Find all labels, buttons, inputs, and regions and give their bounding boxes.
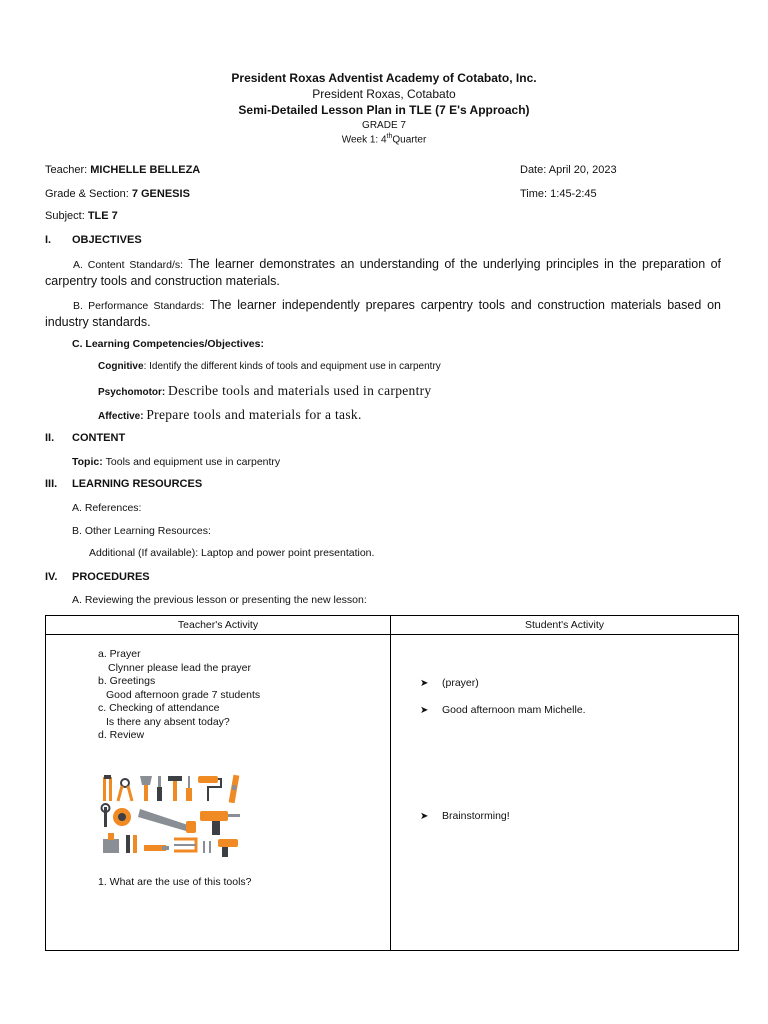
box-cutter-icon (144, 845, 169, 851)
hacksaw-icon (174, 839, 196, 851)
school-location: President Roxas, Cotabato (312, 87, 456, 101)
drill-icon (200, 811, 240, 835)
content-heading: CONTENT (72, 432, 126, 444)
glue-gun-icon (218, 839, 238, 857)
affective-label: Affective: (98, 411, 147, 422)
cognitive-line (98, 361, 441, 372)
week-quarter (0, 133, 768, 145)
cutters-icon (118, 779, 132, 801)
plan-title: Semi-Detailed Lesson Plan in TLE (7 E's Approach) (238, 103, 530, 117)
cognitive-label: Cognitive (98, 361, 144, 372)
time-line: Time: 1:45-2:45 (520, 188, 597, 200)
procedures-number: IV. (45, 571, 58, 583)
list-item: Good afternoon grade 7 students (106, 688, 261, 701)
list-item: c. Checking of attendance (98, 702, 220, 714)
resources-heading: LEARNING RESOURCES (72, 478, 203, 490)
screws-icon (203, 841, 211, 853)
list-item: d. Review (98, 729, 145, 741)
list-item: b. Greetings (98, 675, 156, 687)
arrow-bullet-icon: ➤ (420, 811, 429, 822)
additional-resources-line: Additional (If available): Laptop and power point presentation. (89, 547, 375, 559)
review-question: 1. What are the use of this tools? (98, 876, 252, 888)
list-item (420, 810, 510, 824)
teacher-label: Teacher: (45, 164, 91, 176)
arrow-bullet-icon: ➤ (420, 678, 429, 689)
scraper-icon (140, 776, 152, 801)
procedures-heading: PROCEDURES (72, 571, 150, 583)
student-item-text: Good afternoon mam Michelle. (442, 704, 586, 716)
paint-roller-icon (198, 776, 221, 801)
objectives-heading: OBJECTIVES (72, 234, 142, 246)
content-number: II. (45, 432, 55, 444)
psychomotor-line (98, 382, 431, 400)
teacher-activity-cell (46, 635, 391, 951)
performance-standard-text: The learner independently prepares carpentry tools and construction materials based on industry standards. (45, 298, 721, 329)
teacher-activity-list (98, 648, 260, 743)
arrow-bullet-icon: ➤ (420, 705, 429, 716)
content-standard (45, 256, 721, 289)
week-suffix: Quarter (392, 134, 427, 146)
psychomotor-label: Psychomotor: (98, 387, 169, 398)
student-activity-cell (391, 635, 739, 951)
references-line: A. References: (72, 502, 142, 514)
affective-text: Prepare tools and materials for a task. (146, 407, 362, 422)
hammer-icon (168, 776, 182, 801)
review-line: A. Reviewing the previous lesson or presenting the new lesson: (72, 594, 367, 606)
list-item (420, 677, 479, 691)
student-item-text: (prayer) (442, 677, 479, 689)
subject-value: TLE 7 (87, 210, 118, 222)
week-sup: th (386, 133, 393, 140)
topic-label: Topic: (72, 456, 106, 468)
content-standard-text: The learner demonstrates an understanding of the underlying principles in the preparation of carpentry tools and construction materials. (45, 257, 722, 288)
list-item: a. Prayer (98, 648, 141, 660)
topic-line (72, 456, 280, 468)
list-item: Clynner please lead the prayer (108, 661, 252, 674)
competencies-heading: C. Learning Competencies/Objectives: (72, 338, 264, 350)
objectives-number: I. (45, 234, 52, 246)
pliers-icon (103, 775, 112, 801)
resources-number: III. (45, 478, 58, 490)
student-activity-header: Student's Activity (391, 616, 739, 635)
screwdriver-icon (186, 776, 192, 801)
other-resources-line: B. Other Learning Resources: (72, 525, 211, 537)
topic-text: Tools and equipment use in carpentry (105, 456, 281, 468)
affective-line (98, 406, 362, 424)
teacher-activity-header: Teacher's Activity (46, 616, 391, 635)
tape-measure-icon (113, 808, 131, 826)
carpentry-tools-image (100, 773, 248, 859)
handsaw-icon (138, 809, 196, 833)
grade-section-value: 7 GENESIS (131, 188, 190, 200)
cognitive-text: : Identify the different kinds of tools and equipment use in carpentry (143, 361, 441, 372)
level-icon (229, 775, 240, 804)
week-prefix: Week 1: 4 (341, 134, 387, 146)
subject-label: Subject: (45, 210, 88, 222)
school-name: President Roxas Adventist Academy of Cotabato, Inc. (231, 71, 537, 85)
knife-icon (157, 776, 162, 801)
list-item (420, 704, 586, 718)
chisel-icon (126, 835, 137, 853)
content-standard-label: A. Content Standard/s: (73, 259, 184, 271)
grade-level: GRADE 7 (362, 120, 406, 131)
performance-standard-label: B. Performance Standards: (73, 300, 205, 312)
teacher-name: MICHELLE BELLEZA (90, 164, 201, 176)
subject-line (45, 210, 118, 222)
teacher-line (45, 164, 200, 176)
table-header-row (46, 616, 739, 635)
date-line: Date: April 20, 2023 (520, 164, 617, 176)
wrench-icon (102, 804, 110, 827)
activity-table (45, 615, 739, 951)
table-body-row (46, 635, 739, 951)
grade-section-label: Grade & Section: (45, 188, 132, 200)
psychomotor-text: Describe tools and materials used in carpentry (168, 383, 432, 398)
performance-standard (45, 297, 721, 330)
trowel-icon (103, 833, 119, 853)
list-item: Is there any absent today? (106, 715, 230, 728)
student-item-text: Brainstorming! (442, 810, 510, 822)
grade-section-line (45, 188, 190, 200)
